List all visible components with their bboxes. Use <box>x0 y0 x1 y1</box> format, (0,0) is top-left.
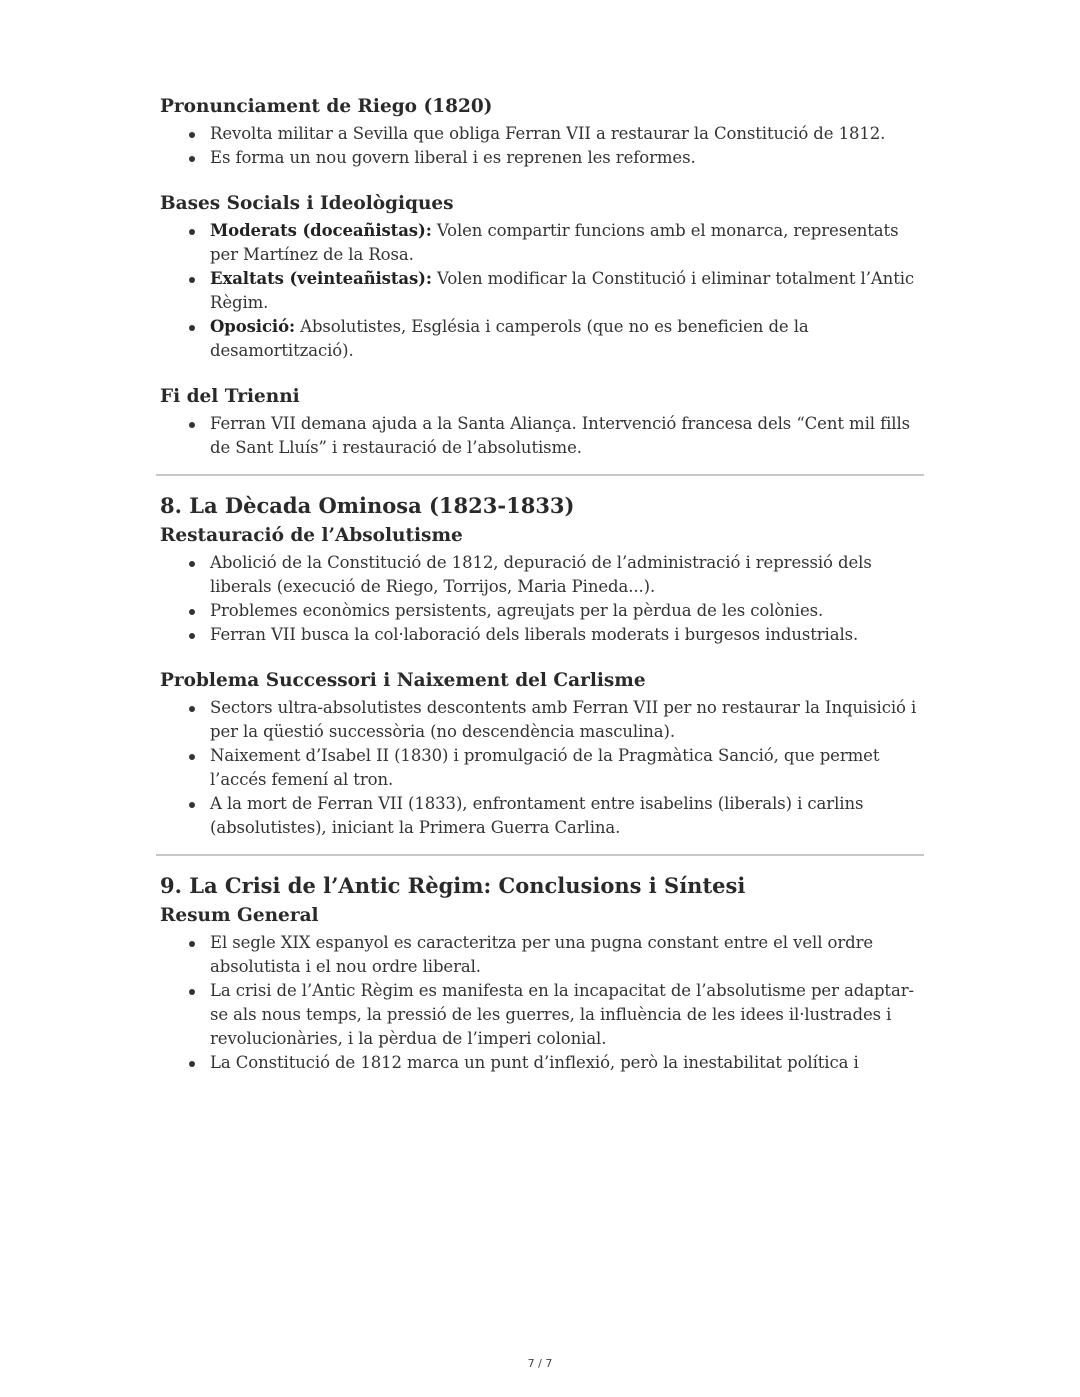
list-item: Ferran VII demana ajuda a la Santa Aliança. Intervenció francesa dels “Cent mil fills de Sant Lluís” i restauració de l’absolutisme. <box>210 412 924 460</box>
successori-block <box>160 668 924 840</box>
fi-trienni-block <box>160 384 924 460</box>
term-text: Volen compartir funcions amb el monarca, representats per Martínez de la Rosa. <box>210 221 899 264</box>
riego-list <box>160 122 924 170</box>
restauracio-list <box>160 551 924 647</box>
list-item: Ferran VII busca la col·laboració dels liberals moderats i burgesos industrials. <box>210 623 924 647</box>
list-item: La crisi de l’Antic Règim es manifesta en la incapacitat de l’absolutisme per adaptar-se als nous temps, la pressió de les guerres, la influència de les idees il·lustrades i revolucionàries, i la pèrdua de l’imperi colonial. <box>210 979 924 1051</box>
fi-trienni-list <box>160 412 924 460</box>
term-text: Absolutistes, Església i camperols (que no es beneficien de la desamortització). <box>210 317 809 360</box>
list-item: Naixement d’Isabel II (1830) i promulgació de la Pragmàtica Sanció, que permet l’accés femení al tron. <box>210 744 924 792</box>
list-item <box>210 267 924 315</box>
resum-block <box>160 903 924 1075</box>
term-text: Volen modificar la Constitució i eliminar totalment l’Antic Règim. <box>210 269 915 312</box>
term-label: Exaltats (veinteañistas): <box>210 269 432 288</box>
section-8-title: 8. La Dècada Ominosa (1823-1833) <box>160 493 575 518</box>
list-item <box>210 315 924 363</box>
bases-list <box>160 219 924 363</box>
resum-heading: Resum General <box>160 905 319 926</box>
list-item: Es forma un nou govern liberal i es reprenen les reformes. <box>210 146 924 170</box>
riego-heading: Pronunciament de Riego (1820) <box>160 96 493 117</box>
list-item: Revolta militar a Sevilla que obliga Ferran VII a restaurar la Constitució de 1812. <box>210 122 924 146</box>
bases-heading: Bases Socials i Ideològiques <box>160 193 454 214</box>
fi-trienni-heading: Fi del Trienni <box>160 386 300 407</box>
term-label: Oposició: <box>210 317 295 336</box>
list-item: La Constitució de 1812 marca un punt d’inflexió, però la inestabilitat política i <box>210 1051 924 1075</box>
restauracio-heading: Restauració de l’Absolutisme <box>160 525 463 546</box>
restauracio-block <box>160 523 924 647</box>
list-item: A la mort de Ferran VII (1833), enfrontament entre isabelins (liberals) i carlins (absolutistes), iniciant la Primera Guerra Carlina. <box>210 792 924 840</box>
bases-block <box>160 191 924 363</box>
term-label: Moderats (doceañistas): <box>210 221 432 240</box>
riego-block <box>160 94 924 170</box>
list-item: Problemes econòmics persistents, agreujats per la pèrdua de les colònies. <box>210 599 924 623</box>
list-item: Sectors ultra-absolutistes descontents amb Ferran VII per no restaurar la Inquisició i per la qüestió successòria (no descendència masculina). <box>210 696 924 744</box>
document-page <box>160 94 924 1096</box>
successori-heading: Problema Successori i Naixement del Carlisme <box>160 670 646 691</box>
page-number: 7 / 7 <box>527 1357 553 1370</box>
resum-list <box>160 931 924 1075</box>
list-item <box>210 219 924 267</box>
list-item: Abolició de la Constitució de 1812, depuració de l’administració i repressió dels liberals (execució de Riego, Torrijos, Maria Pineda...). <box>210 551 924 599</box>
list-item: El segle XIX espanyol es caracteritza per una pugna constant entre el vell ordre absolutista i el nou ordre liberal. <box>210 931 924 979</box>
section-divider <box>156 854 924 856</box>
successori-list <box>160 696 924 840</box>
section-divider <box>156 474 924 476</box>
section-9-title: 9. La Crisi de l’Antic Règim: Conclusions i Síntesi <box>160 873 746 898</box>
